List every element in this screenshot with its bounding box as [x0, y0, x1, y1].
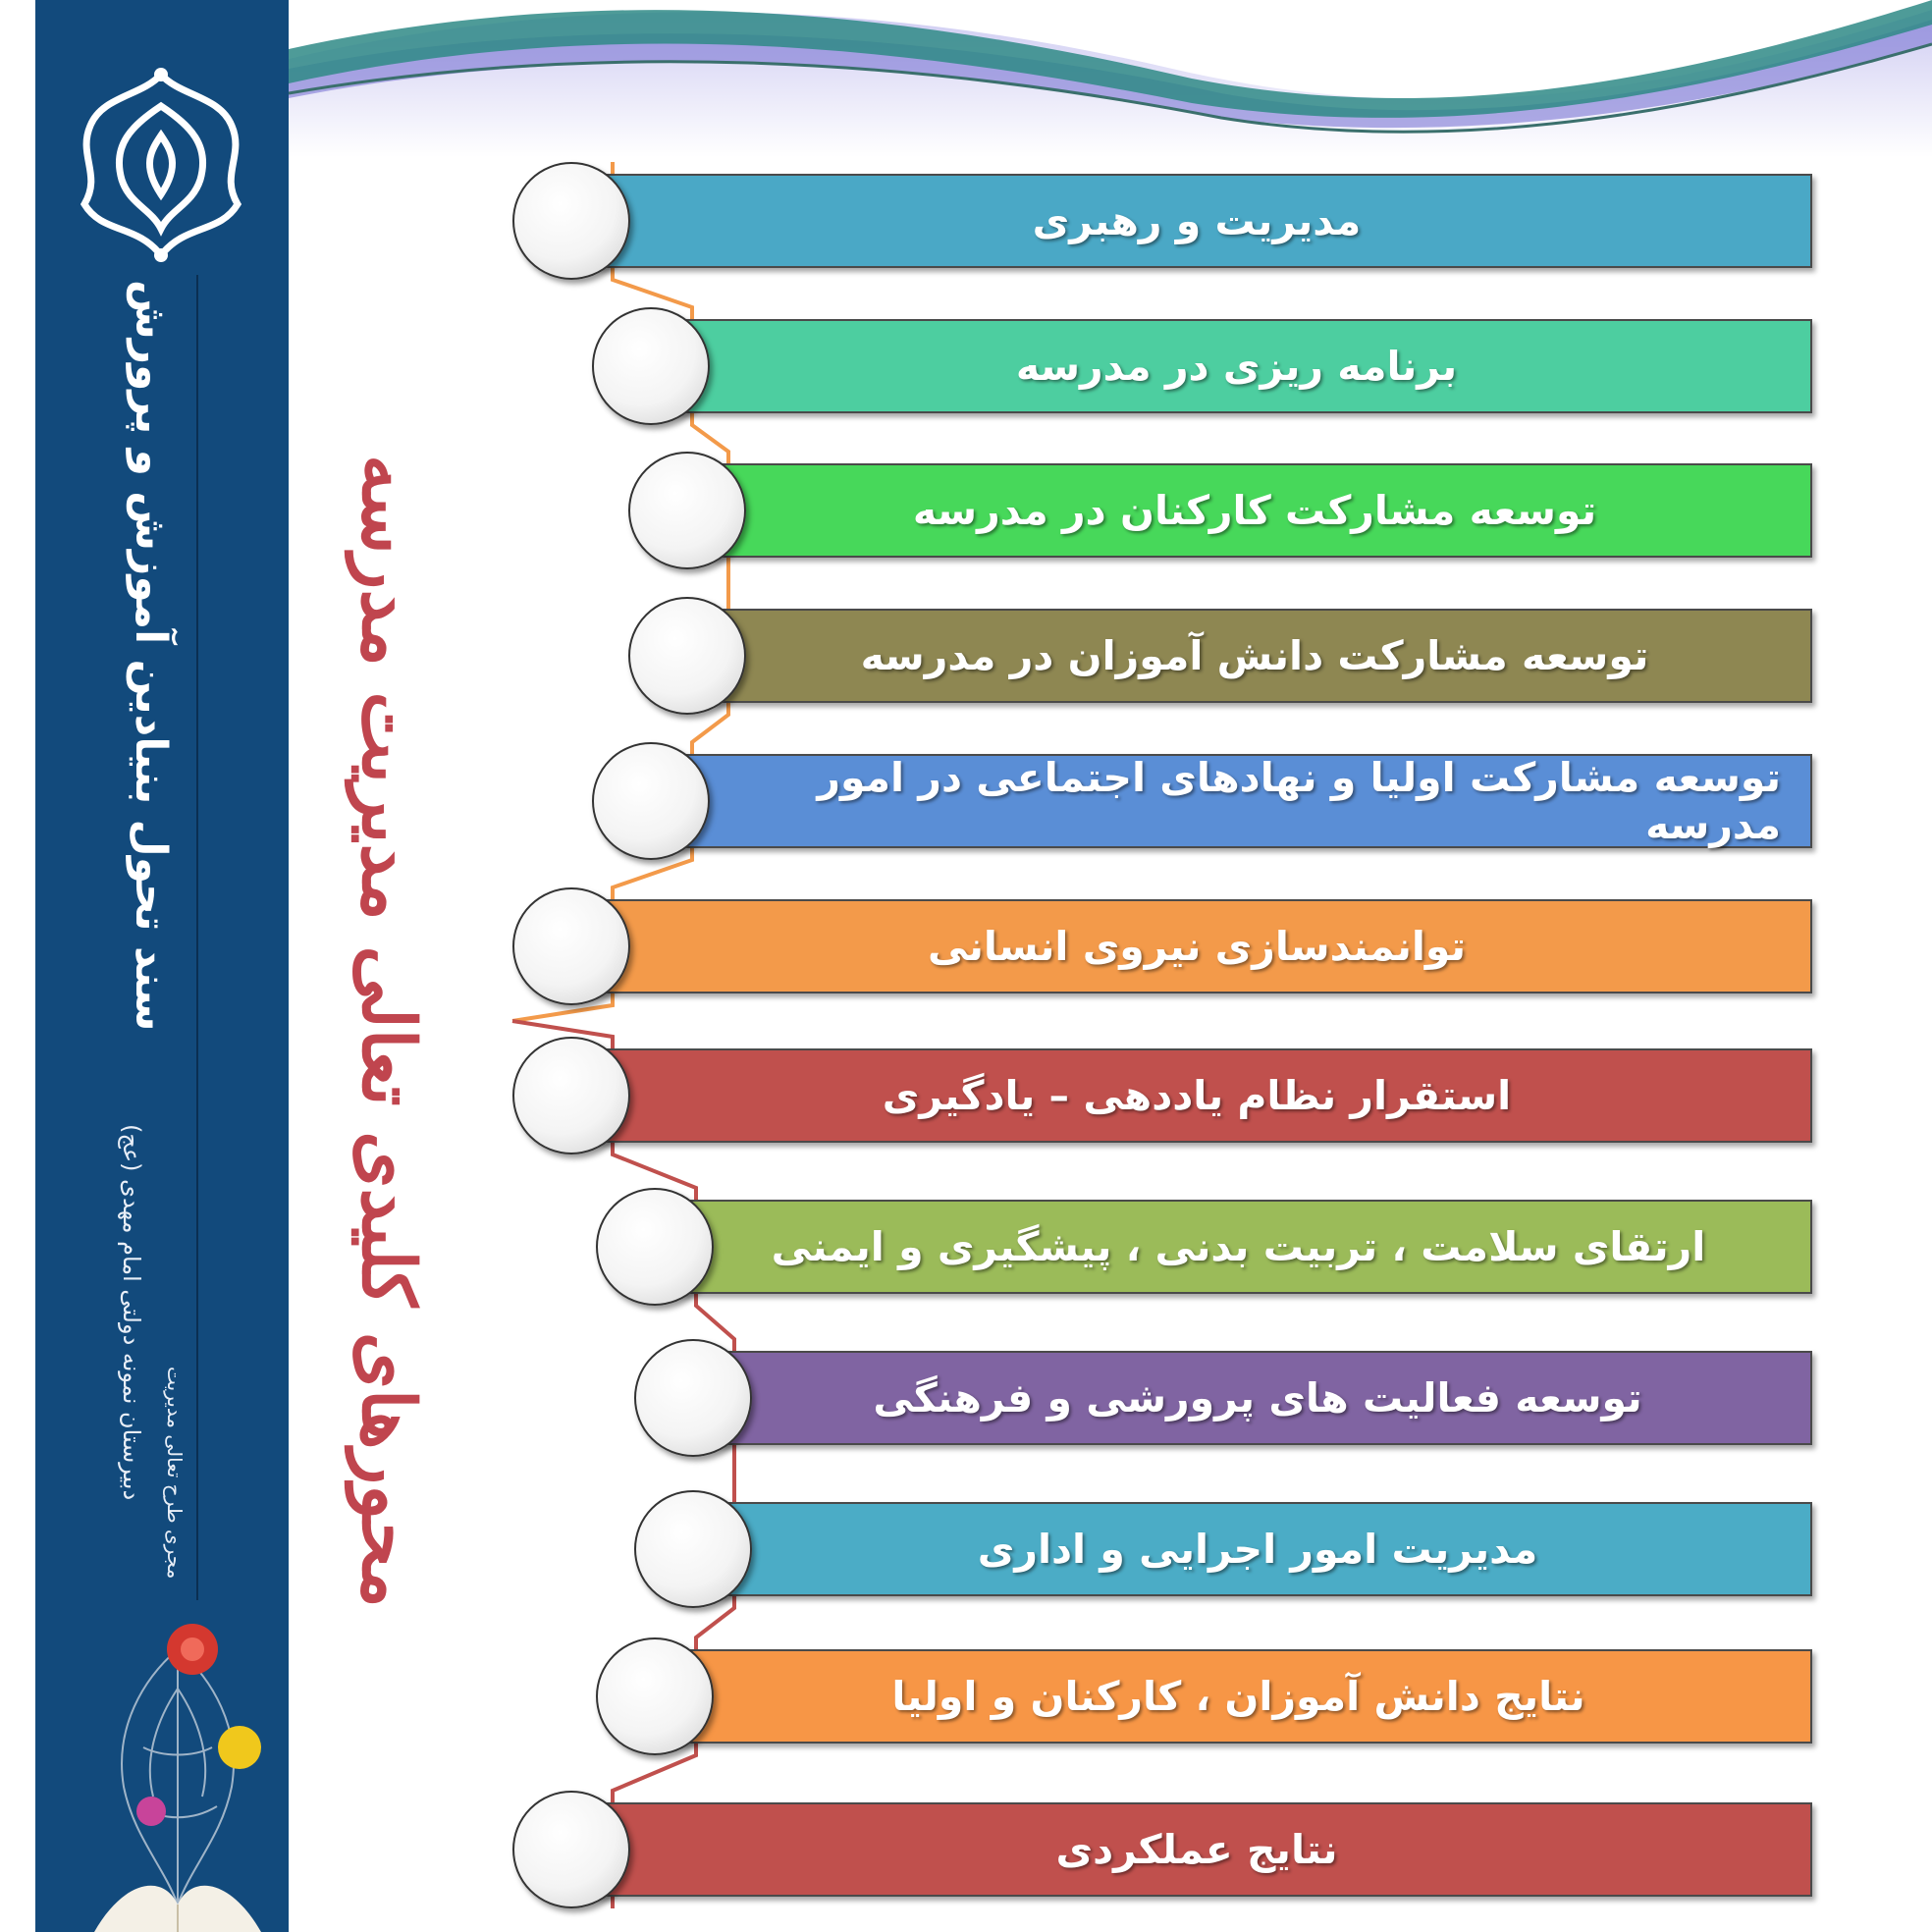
item-label: توانمندسازی نیروی انسانی: [927, 923, 1467, 970]
item-label: مدیریت امور اجرایی و اداری: [977, 1526, 1538, 1573]
item-circle-icon: [596, 1637, 714, 1755]
item-bar: [655, 1649, 1812, 1744]
item-bar: [693, 1351, 1812, 1445]
item-label: ارتقای سلامت ، تربیت بدنی ، پیشگیری و ایمنی: [771, 1223, 1706, 1270]
item-bar: [571, 1048, 1812, 1143]
item-label: استقرار نظام یاددهی – یادگیری: [882, 1072, 1512, 1119]
item-label: توسعه مشارکت دانش آموزان در مدرسه: [860, 632, 1649, 679]
document-title: سند تحول بنیادین آموزش و پرورش: [126, 279, 176, 1031]
main-title: محورهای کلیدی تعالی مدیریت مدرسه: [346, 454, 430, 1608]
list-item: [0, 609, 1932, 707]
list-item: [0, 1048, 1932, 1147]
item-circle-icon: [512, 162, 630, 280]
connector-lower: [512, 1021, 734, 1908]
item-bar: [571, 174, 1812, 268]
item-label: مدیریت و رهبری: [1032, 197, 1362, 244]
item-bar: [687, 609, 1812, 703]
item-circle-icon: [512, 1791, 630, 1908]
item-bar: [693, 1502, 1812, 1596]
list-item: [0, 754, 1932, 852]
list-item: [0, 174, 1932, 272]
item-circle-icon: [596, 1188, 714, 1306]
item-circle-icon: [512, 1037, 630, 1154]
item-circle-icon: [592, 307, 710, 425]
item-circle-icon: [634, 1339, 752, 1457]
item-label: نتایج دانش آموزان ، کارکنان و اولیا: [891, 1673, 1585, 1720]
school-name: دبیرستان نمونه دولتی امام مهدی (عج): [118, 1124, 145, 1501]
item-label: توسعه مشارکت اولیا و نهادهای اجتماعی در امور مدرسه: [817, 754, 1781, 848]
item-label: برنامه ریزی در مدرسه: [1015, 343, 1458, 390]
item-bar: [651, 319, 1812, 413]
item-circle-icon: [634, 1490, 752, 1608]
item-bar: [571, 1802, 1812, 1897]
item-label: نتایج عملکردی: [1055, 1826, 1338, 1873]
item-bar: [687, 463, 1812, 558]
item-circle-icon: [512, 887, 630, 1005]
item-bar: [571, 899, 1812, 993]
item-label: توسعه مشارکت کارکنان در مدرسه: [912, 487, 1597, 534]
plan-label: مجری طرح تعالی مدیریت: [163, 1367, 187, 1580]
list-item: [0, 463, 1932, 562]
decorative-wave: [289, 0, 1932, 157]
item-bar: [651, 754, 1812, 848]
list-item: [0, 899, 1932, 997]
list-item: [0, 1502, 1932, 1600]
list-item: [0, 1200, 1932, 1298]
item-circle-icon: [628, 597, 746, 715]
connector-upper: [512, 162, 728, 1021]
item-circle-icon: [628, 452, 746, 569]
list-item: [0, 1802, 1932, 1901]
item-label: توسعه فعالیت های پرورشی و فرهنگی: [873, 1374, 1642, 1422]
list-item: [0, 1351, 1932, 1449]
list-item: [0, 319, 1932, 417]
list-item: [0, 1649, 1932, 1747]
item-bar: [655, 1200, 1812, 1294]
item-circle-icon: [592, 742, 710, 860]
